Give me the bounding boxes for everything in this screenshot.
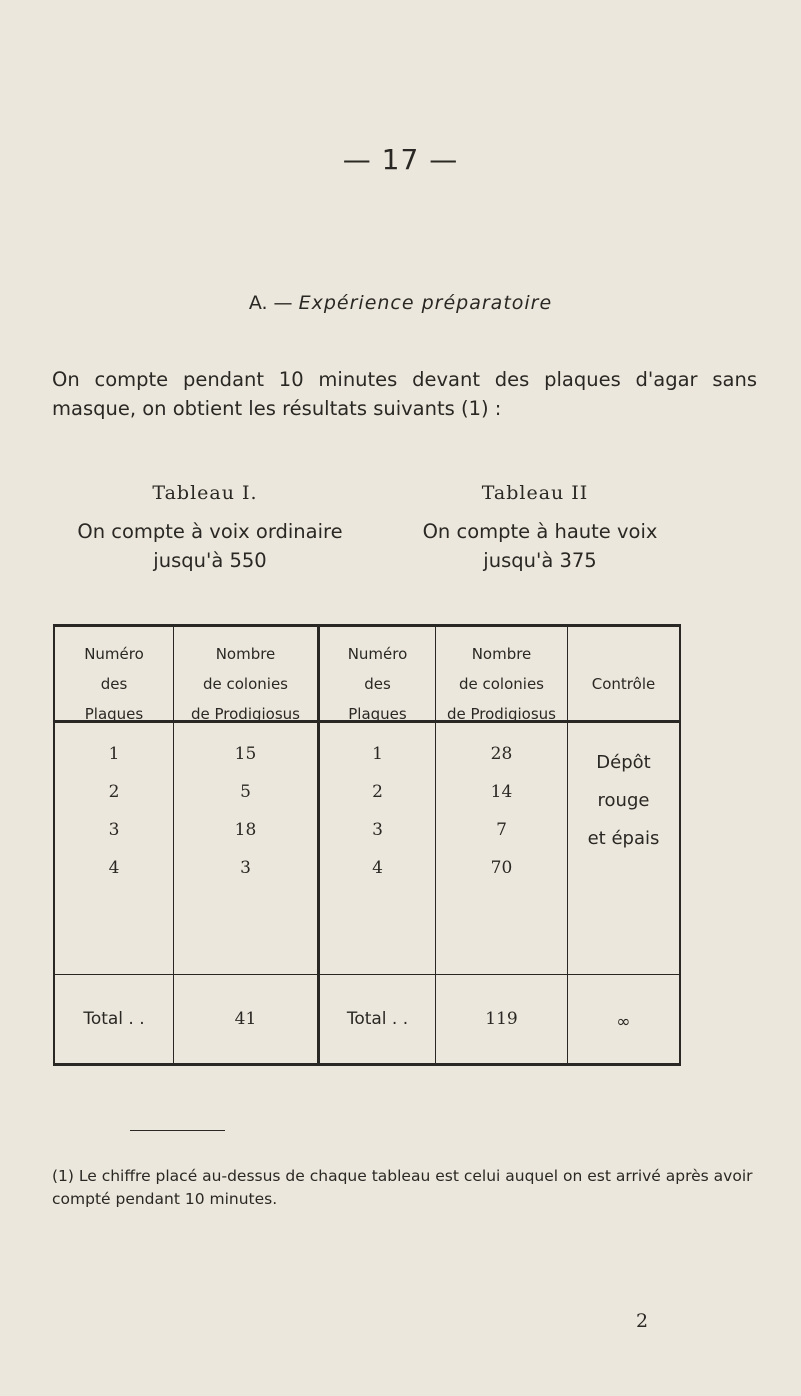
control-note-line: rouge <box>597 790 650 811</box>
header-line: Numéro <box>347 645 408 663</box>
total-value: 119 <box>485 1009 518 1029</box>
table-cell: 2 <box>372 782 383 802</box>
table-1-subtitle <box>40 517 380 575</box>
table-1-subtitle-line1: On compte à voix ordinaire <box>77 520 343 543</box>
header-cell <box>568 669 679 699</box>
header-line: Numéro <box>84 645 144 663</box>
header-cell <box>320 639 435 729</box>
table-column <box>436 735 567 887</box>
table-2-subtitle-line2: jusqu'à 375 <box>483 549 597 572</box>
table-cell: 3 <box>372 820 383 840</box>
header-line: Nombre <box>471 645 532 663</box>
table-1-heading: Tableau I. <box>152 482 258 504</box>
table-cell: 1 <box>372 744 383 764</box>
table-cell: 14 <box>490 782 513 802</box>
header-cell <box>55 639 173 729</box>
table-cell: 4 <box>108 858 120 878</box>
header-cell <box>436 639 567 729</box>
total-label: Total . . <box>346 1009 409 1029</box>
table-cell: 1 <box>108 744 120 764</box>
table-column <box>55 735 173 887</box>
table-cell: 5 <box>240 782 251 802</box>
footnote-rule <box>130 1130 225 1131</box>
control-note <box>568 744 679 858</box>
table-2-subtitle <box>370 517 710 575</box>
table-column <box>320 735 435 887</box>
table-cell: 3 <box>240 858 251 878</box>
header-line: Contrôle <box>591 675 656 693</box>
header-line: Nombre <box>215 645 276 663</box>
table-1-subtitle-line2: jusqu'à 550 <box>153 549 267 572</box>
table-2-heading: Tableau II <box>481 482 589 504</box>
total-control: ∞ <box>616 1012 631 1032</box>
table-cell: 18 <box>234 820 257 840</box>
header-line: de Prodigiosus <box>190 705 300 723</box>
table-2-subtitle-line1: On compte à haute voix <box>422 520 658 543</box>
table-cell: 15 <box>234 744 257 764</box>
section-prefix: A. — <box>248 292 299 314</box>
table-cell: 4 <box>372 858 383 878</box>
table-cell: 2 <box>108 782 120 802</box>
header-line: de colonies <box>202 675 288 693</box>
footnote: (1) Le chiffre placé au-dessus de chaque tableau est celui auquel on est arrivé après avoir compté pendant 10 minutes. <box>52 1167 753 1208</box>
total-divider <box>55 974 679 975</box>
header-line: des <box>364 675 391 693</box>
total-value: 41 <box>234 1009 257 1029</box>
table-cell: 70 <box>490 858 513 878</box>
header-line: Plaques <box>348 705 407 723</box>
header-line: des <box>100 675 128 693</box>
section-title <box>0 292 801 314</box>
page-number: — 17 — <box>342 143 459 176</box>
intro-paragraph: On compte pendant 10 minutes devant des plaques d'agar sans masque, on obtient les résultats suivants (1) : <box>52 368 757 420</box>
table-cell: 3 <box>108 820 120 840</box>
header-cell <box>174 639 317 729</box>
signature-mark: 2 <box>636 1310 649 1332</box>
table-cell: 28 <box>490 744 513 764</box>
table-cell: 7 <box>496 820 507 840</box>
results-table <box>53 624 681 1066</box>
total-label: Total . . <box>83 1009 145 1029</box>
header-line: de Prodigiosus <box>446 705 556 723</box>
table-column <box>174 735 317 887</box>
control-note-line: et épais <box>587 828 660 849</box>
header-line: Plaques <box>84 705 144 723</box>
header-line: de colonies <box>458 675 544 693</box>
section-title-text: Expérience préparatoire <box>298 292 553 314</box>
control-note-line: Dépôt <box>596 752 651 773</box>
